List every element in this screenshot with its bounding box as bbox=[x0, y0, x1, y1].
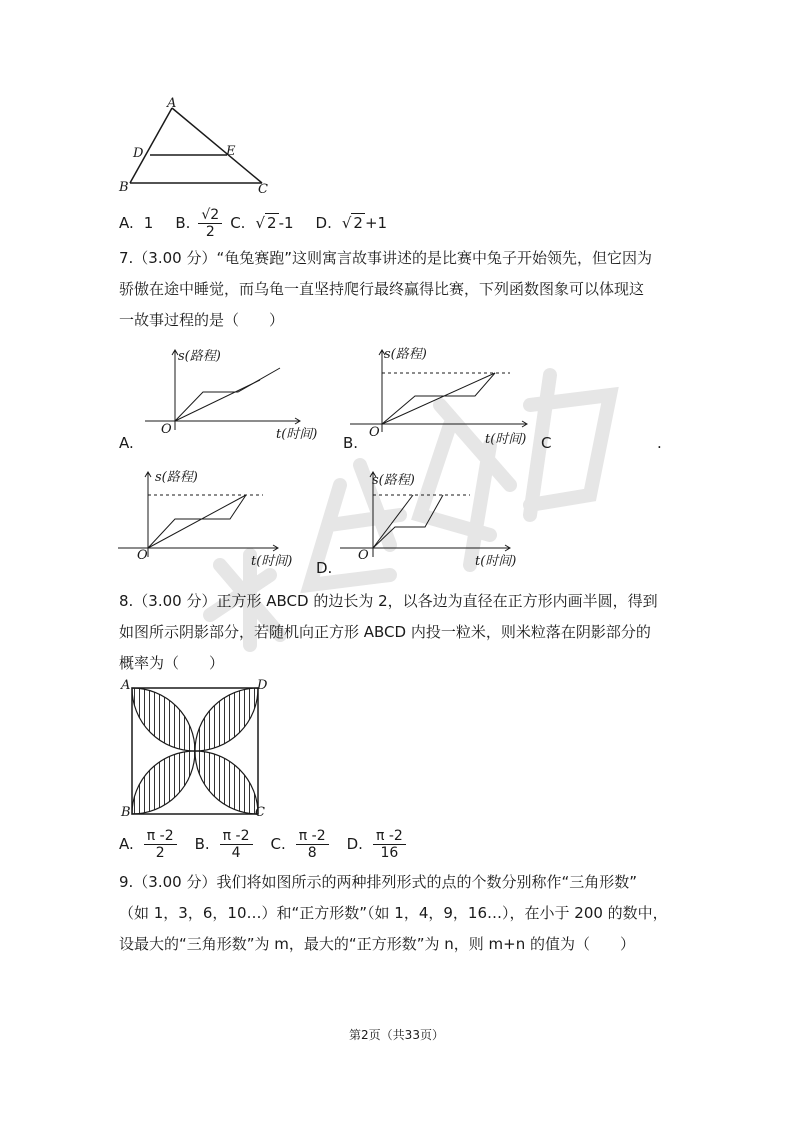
option-a-value: 1 bbox=[143, 214, 154, 232]
point-label-e: E bbox=[226, 144, 236, 159]
option-c-radicand: 2 bbox=[267, 214, 277, 232]
option-c-letter[interactable]: C. bbox=[230, 214, 246, 232]
option-d-numerator: π -2 bbox=[373, 828, 406, 845]
option-a-letter[interactable]: A. bbox=[119, 835, 134, 853]
option-d-letter[interactable]: D. bbox=[346, 835, 363, 853]
option-b-letter[interactable]: B. bbox=[175, 214, 191, 232]
option-b-fraction bbox=[220, 828, 253, 861]
graph-d-ylabel: s(路程) bbox=[372, 473, 415, 488]
option-a-numerator: π -2 bbox=[144, 828, 177, 845]
option-d-radicand: 2 bbox=[353, 214, 363, 232]
triangle-figure bbox=[115, 95, 275, 195]
graph-c-ylabel: s(路程) bbox=[155, 470, 198, 485]
option-b-denominator: 2 bbox=[205, 223, 215, 240]
q8-line-3: 概率为（ ） bbox=[119, 654, 225, 672]
option-b-label[interactable]: B. bbox=[343, 434, 359, 452]
point-label-c: C bbox=[258, 182, 268, 197]
graph-a-xlabel: t(时间) bbox=[276, 427, 318, 442]
corner-label-d: D bbox=[257, 678, 268, 693]
sqrt-symbol: √ bbox=[255, 214, 266, 232]
graph-d-origin: O bbox=[358, 548, 369, 563]
option-d-label[interactable]: D. bbox=[316, 559, 333, 577]
option-c-letter[interactable]: C. bbox=[270, 835, 286, 853]
corner-label-b: B bbox=[121, 805, 131, 820]
option-b-numerator: π -2 bbox=[220, 828, 253, 845]
option-d-denominator: 16 bbox=[380, 844, 399, 861]
q9-line-2: （如 1，3，6，10…）和“正方形数”（如 1，4，9，16…），在小于 200 的数中， bbox=[119, 904, 668, 922]
option-c-expr bbox=[255, 213, 293, 233]
option-c-rest: -1 bbox=[278, 214, 294, 232]
option-b-numerator: √2 bbox=[198, 207, 222, 224]
graph-d-xlabel: t(时间) bbox=[475, 554, 517, 569]
q6-options bbox=[119, 205, 387, 241]
graph-c bbox=[118, 462, 298, 562]
point-label-a: A bbox=[167, 96, 177, 111]
graph-d bbox=[340, 462, 520, 562]
q8-line-1: 8.（3.00 分）正方形 ABCD 的边长为 2，以各边为直径在正方形内画半圆，得到 bbox=[119, 592, 658, 610]
option-c-denominator: 8 bbox=[307, 844, 317, 861]
option-d-expr bbox=[342, 213, 387, 233]
option-d-rest: +1 bbox=[364, 214, 388, 232]
graph-a-origin: O bbox=[161, 422, 172, 437]
option-c-label[interactable]: C bbox=[541, 434, 552, 452]
graph-b-origin: O bbox=[369, 425, 380, 440]
option-a-label[interactable]: A. bbox=[119, 434, 134, 452]
graph-c-origin: O bbox=[137, 548, 148, 563]
graph-a-ylabel: s(路程) bbox=[178, 349, 221, 364]
option-c-numerator: π -2 bbox=[296, 828, 329, 845]
option-a-denominator: 2 bbox=[155, 844, 165, 861]
q7-line-2: 骄傲在途中睡觉，而乌龟一直坚持爬行最终赢得比赛，下列函数图象可以体现这 bbox=[119, 280, 645, 298]
q9-line-3: 设最大的“三角形数”为 m，最大的“正方形数”为 n，则 m+n 的值为（ ） bbox=[119, 935, 635, 953]
corner-label-c: C bbox=[255, 805, 265, 820]
option-d-letter[interactable]: D. bbox=[315, 214, 332, 232]
option-b-denominator: 4 bbox=[231, 844, 241, 861]
page-footer: 第2页（共33页） bbox=[349, 1028, 444, 1042]
graph-b-ylabel: s(路程) bbox=[384, 347, 427, 362]
square-figure bbox=[132, 688, 258, 814]
q9-line-1: 9.（3.00 分）我们将如图所示的两种排列形式的点的个数分别称作“三角形数” bbox=[119, 873, 638, 891]
option-d-fraction bbox=[373, 828, 406, 861]
option-c-dot: . bbox=[657, 434, 662, 452]
option-b-letter[interactable]: B. bbox=[194, 835, 210, 853]
graph-c-xlabel: t(时间) bbox=[251, 554, 293, 569]
point-label-b: B bbox=[119, 180, 129, 195]
sqrt-symbol: √ bbox=[341, 214, 352, 232]
option-a-letter[interactable]: A. bbox=[119, 214, 134, 232]
corner-label-a: A bbox=[121, 678, 131, 693]
q8-options bbox=[119, 826, 410, 862]
option-a-fraction bbox=[144, 828, 177, 861]
q8-line-2: 如图所示阴影部分，若随机向正方形 ABCD 内投一粒米，则米粒落在阴影部分的 bbox=[119, 623, 651, 641]
point-label-d: D bbox=[133, 146, 144, 161]
q7-line-1: 7.（3.00 分）“龟兔赛跑”这则寓言故事讲述的是比赛中兔子开始领先，但它因为 bbox=[119, 249, 653, 267]
graph-b-xlabel: t(时间) bbox=[485, 432, 527, 447]
option-c-fraction bbox=[296, 828, 329, 861]
q7-line-3: 一故事过程的是（ ） bbox=[119, 311, 285, 329]
option-b-fraction bbox=[198, 207, 222, 240]
